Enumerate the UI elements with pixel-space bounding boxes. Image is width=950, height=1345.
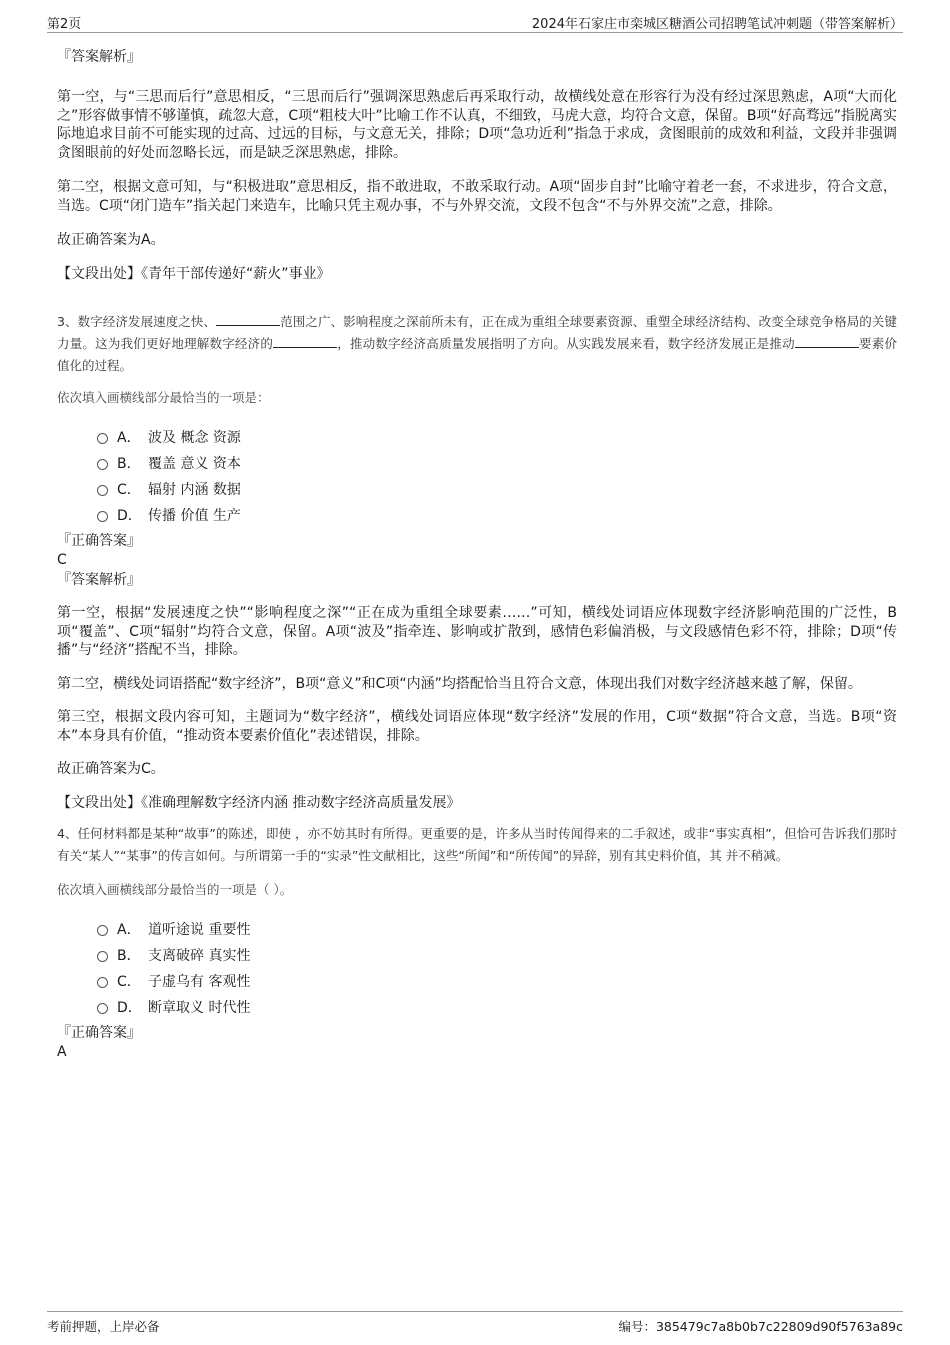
radio-icon[interactable] — [97, 951, 108, 962]
option-d[interactable]: D． 断章取义 时代性 — [97, 994, 897, 1020]
question-4-text: 4、任何材料都是某种“故事”的陈述，即使 ，亦不妨其时有所得。更重要的是，许多从当时传闻得来的二手叙述，或非“事实真相”，但恰可告诉我们那时有关“某人”“某事”的传言如何。与所谓第一手的“实录”性文献相比，这些“所闻”和“所传闻”的异辞，别有其史料价值，其 并不稍减。 — [57, 826, 897, 863]
analysis-label: 『答案解析』 — [57, 49, 141, 65]
radio-icon[interactable] — [97, 459, 108, 470]
passage-source: 【文段出处】《青年干部传递好“薪火”事业》 — [57, 266, 331, 282]
document-title: 2024年石家庄市栾城区糖酒公司招聘笔试冲刺题（带答案解析） — [531, 17, 903, 32]
page-number: 第2页 — [47, 17, 82, 32]
option-c[interactable]: C． 子虚乌有 客观性 — [97, 968, 897, 994]
analysis-paragraph: 第二空，根据文意可知，与“积极进取”意思相反，指不敢进取，不敢采取行动。A项“固步自封”比喻守着老一套，不求进步，符合文意，当选。C项“闭门造车”指关起门来造车，比喻只凭主观办事，不与外界交流，文段不包含“不与外界交流”之意，排除。 — [57, 179, 897, 214]
radio-icon[interactable] — [97, 485, 108, 496]
analysis-paragraph: 第一空，根据“发展速度之快”“影响程度之深”“正在成为重组全球要素……”可知，横线处词语应体现数字经济影响范围的广泛性，B项“覆盖”、C项“辐射”均符合文意，保留。A项“波及”指牵连、影响或扩散到，感情色彩偏消极，与文段感情色彩不符，排除；D项“传播”与“经济”搭配不当，排除。 — [57, 605, 897, 658]
analysis-label: 『答案解析』 — [57, 572, 141, 588]
document-body — [57, 40, 897, 1062]
option-b[interactable]: B． 支离破碎 真实性 — [97, 942, 897, 968]
radio-icon[interactable] — [97, 511, 108, 522]
answer-conclusion: 故正确答案为A。 — [57, 232, 165, 248]
option-d[interactable]: D． 传播 价值 生产 — [97, 502, 897, 528]
radio-icon[interactable] — [97, 977, 108, 988]
correct-answer-label: 『正确答案』 — [57, 533, 141, 549]
question-3-text: 3、数字经济发展速度之快、 范围之广、影响程度之深前所未有，正在成为重组全球要素资源、重塑全球经济结构、改变全球竞争格局的关键力量。这为我们更好地理解数字经济的 ，推动数字经济高质量发展指明了方向。从实践发展来看，数字经济发展正是推动 要素价值化的过程。 — [57, 314, 897, 373]
option-a[interactable]: A． 道听途说 重要性 — [97, 916, 897, 942]
passage-source: 【文段出处】《准确理解数字经济内涵 推动数字经济高质量发展》 — [57, 795, 461, 811]
answer-conclusion: 故正确答案为C。 — [57, 761, 165, 777]
fill-blank — [216, 312, 280, 326]
option-c[interactable]: C． 辐射 内涵 数据 — [97, 476, 897, 502]
fill-blank — [795, 334, 859, 348]
analysis-paragraph: 第三空，根据文段内容可知，主题词为“数字经济”，横线处词语应体现“数字经济”发展的作用，C项“数据”符合文意，当选。B项“资本”本身具有价值，“推动资本要素价值化”表述错误，排除。 — [57, 709, 897, 744]
page-footer — [47, 1311, 903, 1338]
fill-blank — [273, 334, 337, 348]
question-3-options — [97, 424, 897, 528]
correct-answer-label: 『正确答案』 — [57, 1025, 141, 1041]
correct-answer: C — [57, 552, 67, 568]
analysis-paragraph: 第一空，与“三思而后行”意思相反，“三思而后行”强调深思熟虑后再采取行动，故横线处意在形容行为没有经过深思熟虑，A项“大而化之”形容做事情不够谨慎，疏忽大意，C项“粗枝大叶”比喻工作不认真，不细致，马虎大意，均符合文意，保留。B项“好高骛远”指脱离实际地追求目前不可能实现的过高、过远的目标，与文意无关，排除；D项“急功近利”指急于求成，贪图眼前的成效和利益，文段并非强调贪图眼前的好处而忽略长远，而是缺乏深思熟虑，排除。 — [57, 89, 897, 161]
question-4-options — [97, 916, 897, 1020]
footer-slogan: 考前押题，上岸必备 — [47, 1319, 160, 1334]
page-header — [47, 10, 903, 33]
correct-answer: A — [57, 1044, 67, 1060]
radio-icon[interactable] — [97, 433, 108, 444]
document-serial: 编号：385479c7a8b0b7c22809d90f5763a89c — [618, 1319, 903, 1334]
question-instruction: 依次填入画横线部分最恰当的一项是（ ）。 — [57, 882, 293, 897]
radio-icon[interactable] — [97, 1003, 108, 1014]
analysis-paragraph: 第二空，横线处词语搭配“数字经济”，B项“意义”和C项“内涵”均搭配恰当且符合文意，体现出我们对数字经济越来越了解，保留。 — [57, 675, 862, 692]
radio-icon[interactable] — [97, 925, 108, 936]
option-b[interactable]: B． 覆盖 意义 资本 — [97, 450, 897, 476]
option-a[interactable]: A． 波及 概念 资源 — [97, 424, 897, 450]
question-instruction: 依次填入画横线部分最恰当的一项是： — [57, 390, 270, 405]
